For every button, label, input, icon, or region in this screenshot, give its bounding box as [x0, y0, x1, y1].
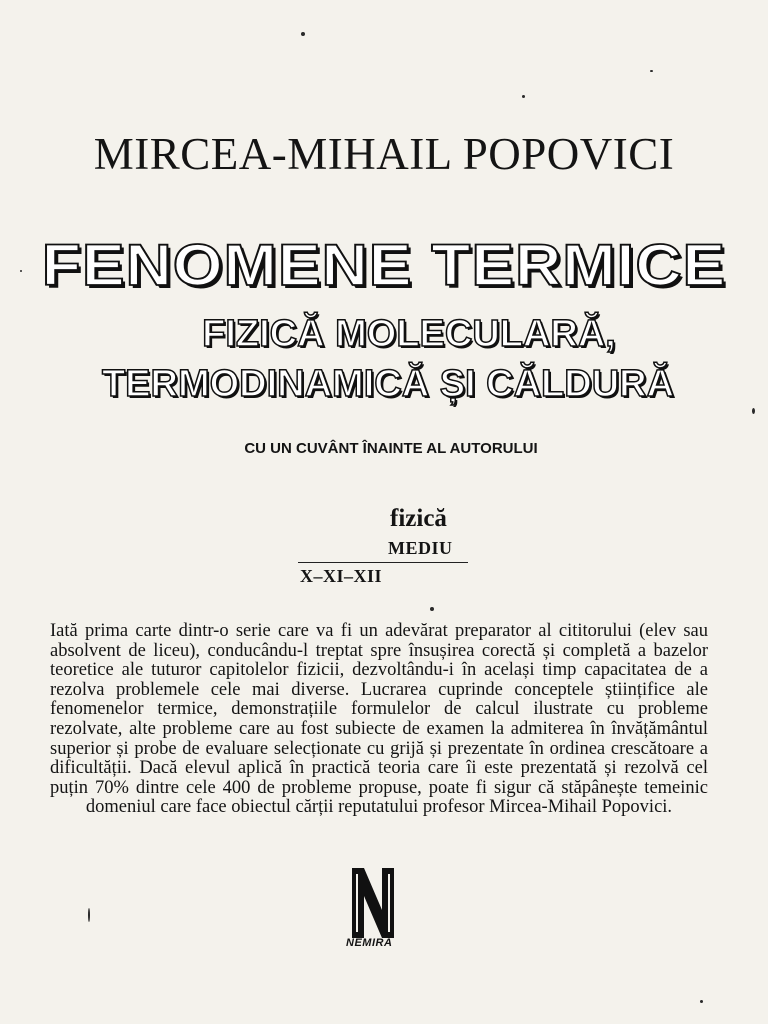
- publisher-name: NEMIRA: [346, 937, 393, 949]
- paper-speck: [700, 1000, 703, 1003]
- difficulty-level: MEDIU: [388, 538, 453, 558]
- back-cover-description: Iată prima carte dintr-o serie care va fi un adevărat preparator al cititorului (elev sau absolvent de liceu), conducându-l treptat spre însușirea corectă și completă a bazelor teoretice ale tuturor capitolelor fizicii, dezvoltându-i în același timp capacitatea de a rezolva problemele cele mai diverse. Lucrarea cuprinde conceptele științifice ale fenomenelor termice, demonstrațiile formulelor de calcul ilustrate cu probleme rezolvate, alte probleme care au fost subiecte de examen la admiterea în învățământul superior și probe de evaluare selecționate cu grijă și prezentate în ordinea crescătoare a dificultății. Dacă elevul aplică în practică teoria care îi este prezentată și rezolvă cel puțin 70% dintre cele 400 de probleme propuse, poate fi sigur că stăpânește temeinic domeniul care face obiectul cărții reputatului profesor Mircea-Mihail Popovici.: [50, 621, 708, 818]
- divider-line: [298, 562, 468, 563]
- author-name: MIRCEA-MIHAIL POPOVICI: [93, 129, 675, 179]
- series-name: fizică: [390, 505, 447, 532]
- foreword-note: CU UN CUVÂNT ÎNAINTE AL AUTORULUI: [244, 440, 538, 457]
- paper-speck: [301, 32, 305, 36]
- book-subtitle-line2: TERMODINAMICĂ ȘI CĂLDURĂ: [101, 363, 675, 405]
- paper-speck: [88, 908, 90, 922]
- grade-range: X–XI–XII: [300, 566, 383, 586]
- paper-speck: [522, 95, 525, 98]
- paper-speck: [650, 70, 653, 72]
- paper-speck: [752, 408, 755, 414]
- book-subtitle-line1: FIZICĂ MOLECULARĂ,: [202, 313, 616, 355]
- book-title: FENOMENE TERMICE: [41, 231, 727, 299]
- paper-speck: [430, 607, 434, 611]
